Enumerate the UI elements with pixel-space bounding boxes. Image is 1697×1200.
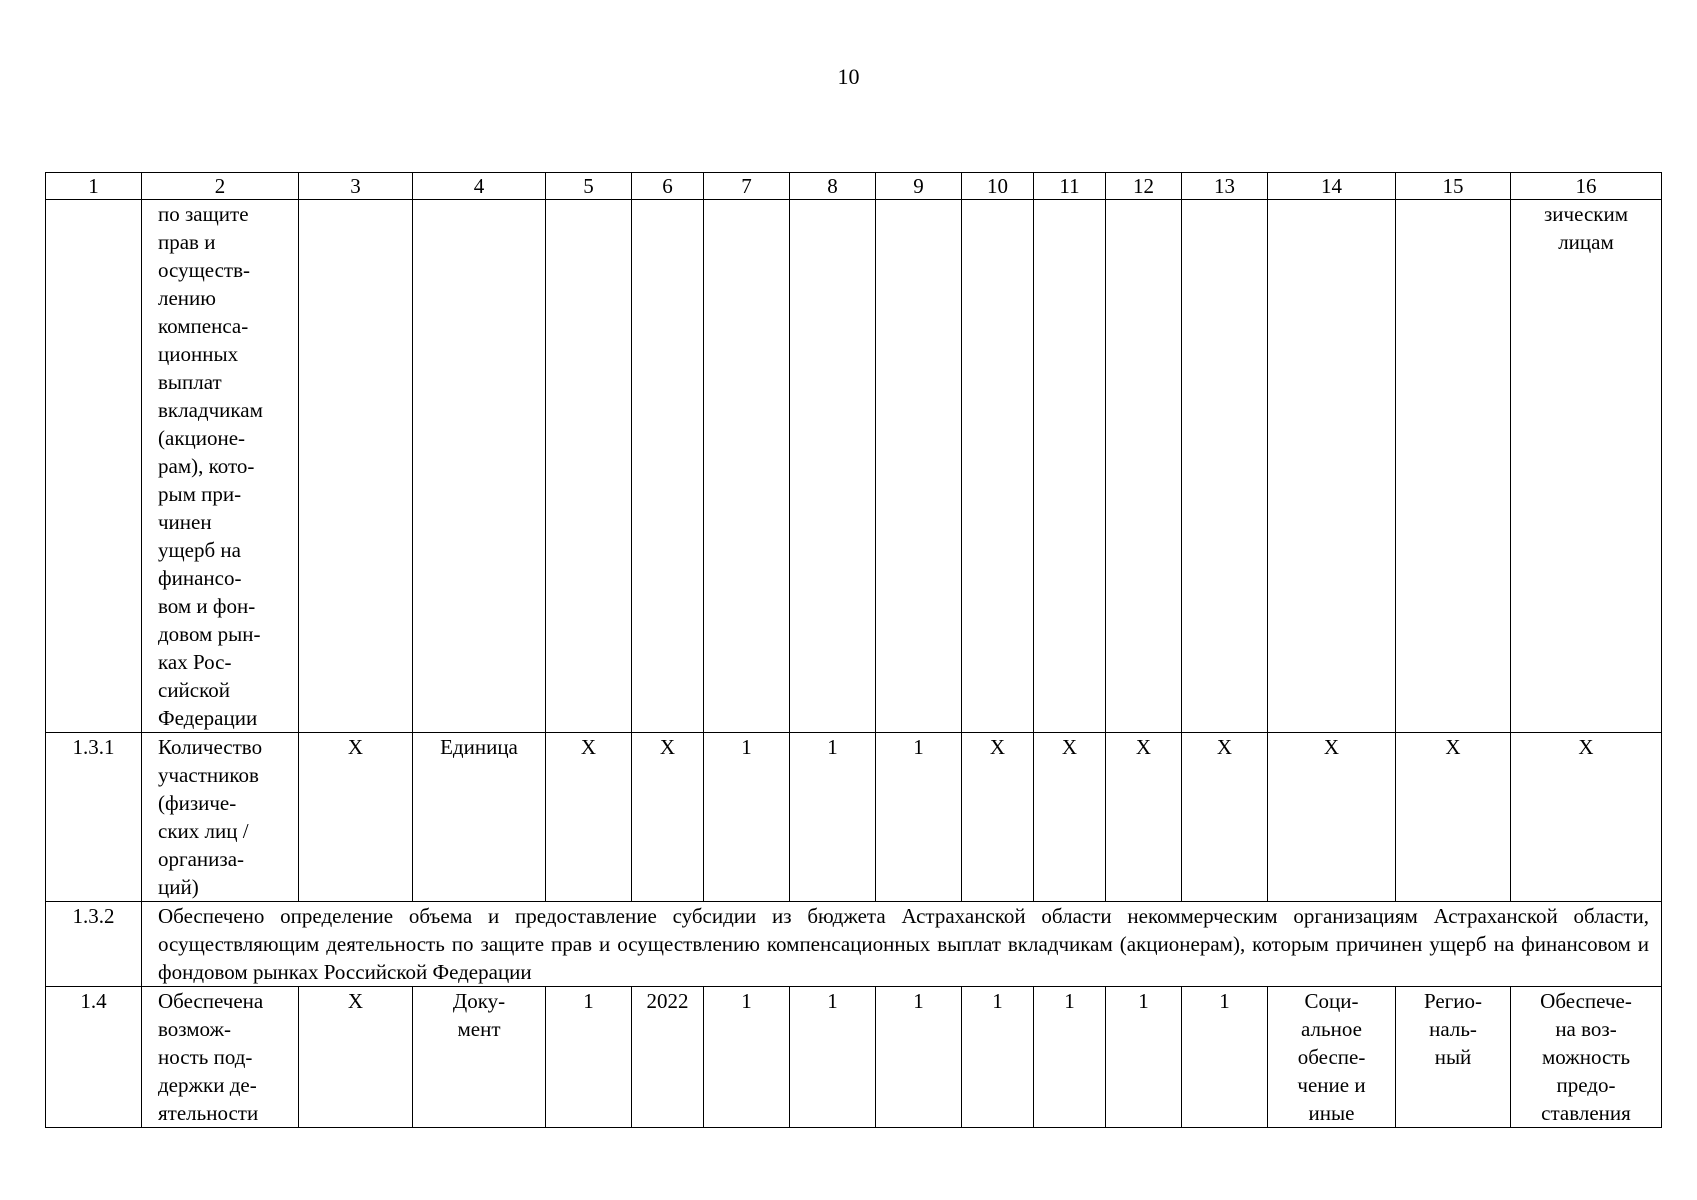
column-number: 15 — [1396, 173, 1511, 200]
column-number: 14 — [1268, 173, 1396, 200]
table-row-1-3-2 — [46, 902, 1662, 987]
row-number: 1.3.2 — [46, 902, 142, 987]
table-cell — [299, 200, 413, 733]
column-number: 1 — [46, 173, 142, 200]
merged-description-cell: Обеспечено определение объема и предоставление субсидии из бюджета Астраханской области некоммерческим организациям Астраханской области, осуществляющим деятельность по защите прав и осуществлению компенсационных выплат вкладчикам (акционерам), которым причинен ущерб на финансовом и фондовом рынках Российской Федерации — [142, 902, 1662, 987]
unit-cell: Доку- мент — [413, 987, 546, 1128]
table-cell — [1034, 200, 1106, 733]
table-cell: Х — [1106, 733, 1182, 902]
table-row-1-3-1 — [46, 733, 1662, 902]
column-number: 13 — [1182, 173, 1268, 200]
column-number: 3 — [299, 173, 413, 200]
column-number: 12 — [1106, 173, 1182, 200]
column-number: 10 — [962, 173, 1034, 200]
table-cell — [790, 200, 876, 733]
table-cell: Х — [1034, 733, 1106, 902]
table-cell — [1106, 200, 1182, 733]
table-cell: Х — [299, 733, 413, 902]
table-cell — [704, 200, 790, 733]
column-number: 2 — [142, 173, 299, 200]
table-cell: Соци- альное обеспе- чение и иные — [1268, 987, 1396, 1128]
table-cell: 1 — [704, 987, 790, 1128]
table-cell: Х — [1511, 733, 1662, 902]
column-number: 7 — [704, 173, 790, 200]
table-cell: 1 — [704, 733, 790, 902]
table-cell: Х — [1268, 733, 1396, 902]
table-cell: 1 — [790, 987, 876, 1128]
indicators-table — [45, 172, 1662, 1128]
table-cell — [1182, 200, 1268, 733]
table-cell: по защите прав и осуществ- лению компенса- ционных выплат вкладчикам (акционе- рам), кото- рым при- чинен ущерб на финансо- вом и фон- довом рын- ках Рос- сийской Федерации — [142, 200, 299, 733]
table-cell: 1 — [1034, 987, 1106, 1128]
indicator-name: Обеспечена возмож- ность под- держки де- ятельности — [142, 987, 299, 1128]
table-cell: 1 — [962, 987, 1034, 1128]
table-cell: 1 — [876, 987, 962, 1128]
table-cell — [546, 200, 632, 733]
table-cell — [413, 200, 546, 733]
table-cell — [1396, 200, 1511, 733]
table-cell: Х — [1396, 733, 1511, 902]
table-row-1-4 — [46, 987, 1662, 1128]
page-number: 10 — [837, 64, 860, 89]
table-cell — [632, 200, 704, 733]
column-number: 6 — [632, 173, 704, 200]
column-number: 5 — [546, 173, 632, 200]
table-cell: 1 — [1106, 987, 1182, 1128]
table-cell: Обеспече- на воз- можность предо- ставления — [1511, 987, 1662, 1128]
column-number: 4 — [413, 173, 546, 200]
table-cell — [1268, 200, 1396, 733]
unit-cell: Единица — [413, 733, 546, 902]
table-cell: Х — [546, 733, 632, 902]
table-row-continuation — [46, 200, 1662, 733]
table-cell: зическим лицам — [1511, 200, 1662, 733]
column-number: 16 — [1511, 173, 1662, 200]
column-number: 11 — [1034, 173, 1106, 200]
column-number-row — [46, 173, 1662, 200]
row-number: 1.3.1 — [46, 733, 142, 902]
year-cell: 2022 — [632, 987, 704, 1128]
table-cell — [876, 200, 962, 733]
row-number: 1.4 — [46, 987, 142, 1128]
table-cell: Регио- наль- ный — [1396, 987, 1511, 1128]
table-cell: Х — [299, 987, 413, 1128]
table-cell: Х — [632, 733, 704, 902]
column-number: 8 — [790, 173, 876, 200]
table-cell — [46, 200, 142, 733]
table-cell: 1 — [790, 733, 876, 902]
table-cell: 1 — [1182, 987, 1268, 1128]
column-number: 9 — [876, 173, 962, 200]
table-cell — [962, 200, 1034, 733]
table-cell: Х — [962, 733, 1034, 902]
table-cell: 1 — [876, 733, 962, 902]
table-cell: Х — [1182, 733, 1268, 902]
table-cell: 1 — [546, 987, 632, 1128]
indicator-name: Количество участников (физиче- ских лиц / организа- ций) — [142, 733, 299, 902]
